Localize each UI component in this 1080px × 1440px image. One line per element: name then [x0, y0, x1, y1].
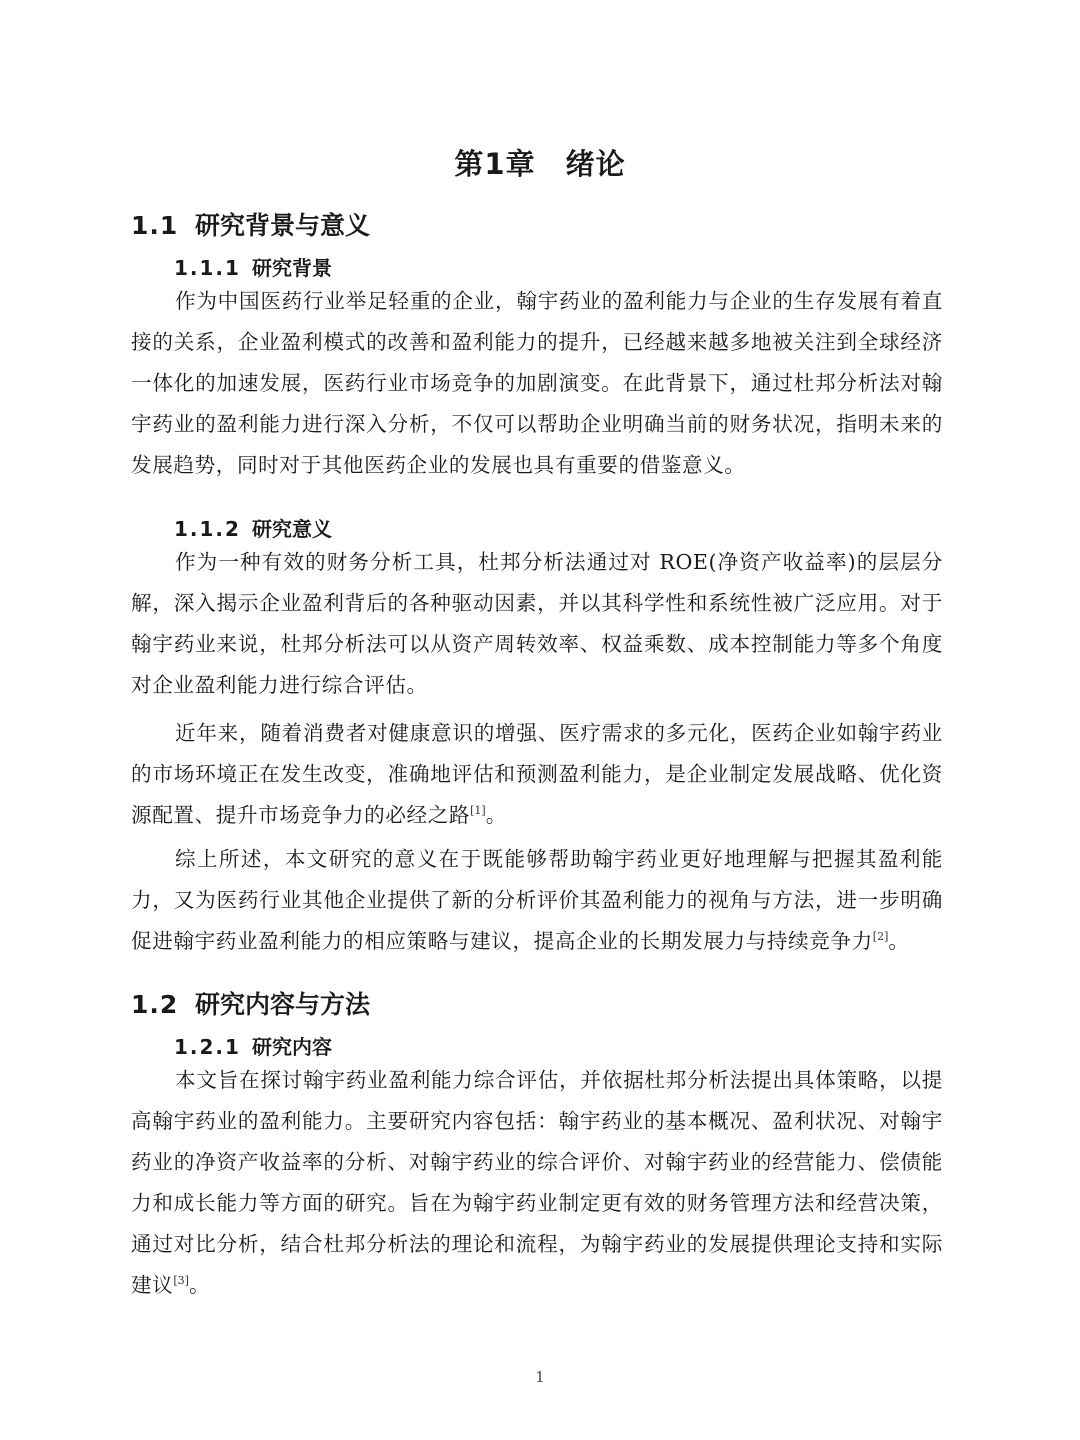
subsection-heading-1-2-1	[174, 1031, 332, 1060]
section-heading-1-1	[131, 206, 370, 242]
paragraph-end: 。	[888, 929, 910, 953]
section-number: 1.2	[131, 990, 179, 1019]
paragraph-research-content	[131, 1060, 943, 1306]
citation-marker[interactable]: [2]	[872, 930, 889, 944]
chapter-name: 绪论	[565, 147, 626, 181]
paragraph-end: 。	[485, 803, 507, 827]
subsection-number: 1.1.1	[174, 256, 241, 280]
subsection-number: 1.1.2	[174, 517, 241, 541]
paragraph-significance-1: 作为一种有效的财务分析工具，杜邦分析法通过对 ROE(净资产收益率)的层层分解，深入揭示企业盈利背后的各种驱动因素，并以其科学性和系统性被广泛应用。对于翰宇药业来说，杜邦分析法可以从资产周转效率、权益乘数、成本控制能力等多个角度对企业盈利能力进行综合评估。	[131, 550, 943, 697]
subsection-heading-1-1-1	[174, 252, 332, 281]
section-title: 研究内容与方法	[195, 990, 371, 1019]
citation-marker[interactable]: [1]	[470, 804, 486, 818]
paragraph-text: 综上所述，本文研究的意义在于既能够帮助翰宇药业更好地理解与把握其盈利能力，又为医药行业其他企业提供了新的分析评价其盈利能力的视角与方法，进一步明确促进翰宇药业盈利能力的相应策略与建议，提高企业的长期发展力与持续竞争力	[131, 847, 943, 953]
subsection-title: 研究意义	[252, 517, 332, 541]
paragraph-text: 本文旨在探讨翰宇药业盈利能力综合评估，并依据杜邦分析法提出具体策略，以提高翰宇药业的盈利能力。主要研究内容包括：翰宇药业的基本概况、盈利状况、对翰宇药业的净资产收益率的分析、对翰宇药业的综合评价、对翰宇药业的经营能力、偿债能力和成长能力等方面的研究。旨在为翰宇药业制定更有效的财务管理方法和经营决策，通过对比分析，结合杜邦分析法的理论和流程，为翰宇药业的发展提供理论支持和实际建议	[131, 1068, 943, 1297]
subsection-heading-1-1-2	[174, 513, 332, 542]
paragraph-significance-2	[131, 713, 943, 836]
subsection-title: 研究背景	[252, 256, 332, 280]
paragraph-text: 近年来，随着消费者对健康意识的增强、医疗需求的多元化，医药企业如翰宇药业的市场环境正在发生改变，准确地评估和预测盈利能力，是企业制定发展战略、优化资源配置、提升市场竞争力的必经之路	[131, 721, 943, 827]
section-number: 1.1	[131, 211, 179, 240]
paragraph-end: 。	[188, 1273, 211, 1297]
paragraph-research-background: 作为中国医药行业举足轻重的企业，翰宇药业的盈利能力与企业的生存发展有着直接的关系，企业盈利模式的改善和盈利能力的提升，已经越来越多地被关注到全球经济一体化的加速发展，医药行业市场竞争的加剧演变。在此背景下，通过杜邦分析法对翰宇药业的盈利能力进行深入分析，不仅可以帮助企业明确当前的财务状况，指明未来的发展趋势，同时对于其他医药企业的发展也具有重要的借鉴意义。	[131, 289, 943, 477]
subsection-title: 研究内容	[252, 1035, 332, 1059]
chapter-number: 第1章	[454, 147, 536, 181]
page-number: 1	[535, 1368, 545, 1386]
citation-marker[interactable]: [3]	[173, 1274, 189, 1288]
chapter-title	[0, 142, 1080, 183]
section-title: 研究背景与意义	[195, 211, 371, 240]
subsection-number: 1.2.1	[174, 1035, 241, 1059]
section-heading-1-2	[131, 985, 370, 1021]
paragraph-significance-3	[131, 839, 943, 962]
